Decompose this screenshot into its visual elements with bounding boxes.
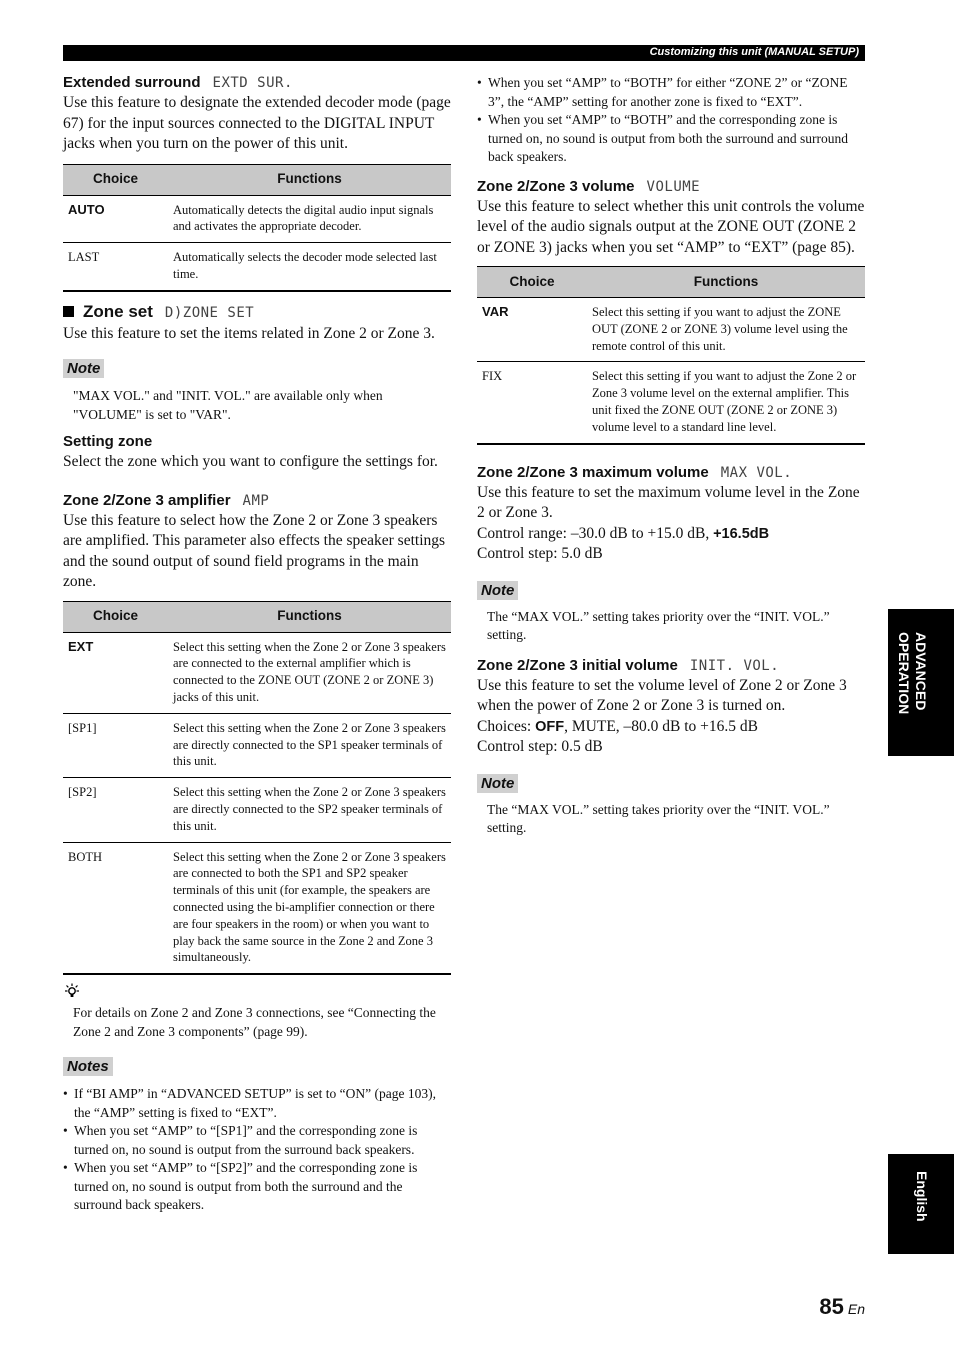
function-cell: Select this setting when the Zone 2 or Zone 3 speakers are directly connected to the SP2 speaker terminals of this unit.	[168, 778, 451, 842]
notes-list	[63, 1085, 451, 1215]
initial-volume-body: Use this feature to set the volume level of Zone 2 or Zone 3 when the power of Zone 2 or Zone 3 is turned on.	[477, 676, 847, 715]
choice-cell: [SP1]	[63, 713, 168, 777]
max-volume-heading: Zone 2/Zone 3 maximum volume MAX VOL.	[477, 463, 793, 481]
page-suffix: En	[847, 1301, 865, 1317]
choice-cell: VAR	[477, 298, 587, 362]
table-row	[63, 632, 451, 713]
zone-set-heading: Zone set D)ZONE SET	[63, 302, 451, 322]
initial-volume-note	[477, 774, 865, 838]
side-tab-label: ADVANCED OPERATION	[896, 632, 929, 715]
column-header-choice: Choice	[63, 164, 168, 195]
choice-cell: LAST	[63, 243, 168, 291]
max-volume-body: Use this feature to set the maximum volume level in the Zone 2 or Zone 3.	[477, 483, 860, 522]
amplifier-table	[63, 601, 451, 976]
function-cell: Automatically detects the digital audio input signals and activates the appropriate decoder.	[168, 195, 451, 243]
default-value: +16.5dB	[713, 525, 770, 542]
table-row	[477, 298, 865, 362]
max-volume-note	[477, 581, 865, 645]
note-label: Note	[477, 581, 518, 600]
function-cell: Select this setting when the Zone 2 or Zone 3 speakers are connected to the external amplifier which is connected to the ZONE OUT (ZONE 2 or ZONE 3) jacks of this unit.	[168, 632, 451, 713]
tip-text: For details on Zone 2 and Zone 3 connections, see “Connecting the Zone 2 and Zone 3 components” (page 99).	[73, 1005, 436, 1039]
lcd-display-text: EXTD SUR.	[212, 75, 293, 91]
lcd-display-text: VOLUME	[646, 178, 701, 195]
note-text: The “MAX VOL.” setting takes priority over the “INIT. VOL.” setting.	[487, 608, 830, 643]
list-item: • When you set “AMP” to “BOTH” for either “ZONE 2” or “ZONE 3”, the “AMP” setting for another zone is fixed to “EXT”.	[477, 74, 865, 111]
list-item: • If “BI AMP” in “ADVANCED SETUP” is set to “ON” (page 103), the “AMP” setting is fixed to “EXT”.	[63, 1085, 451, 1122]
table-row	[63, 195, 451, 243]
note-label: Note	[477, 774, 518, 793]
function-cell: Select this setting if you want to adjust the Zone 2 or Zone 3 volume level on the external amplifier. This unit fixed the ZONE OUT (ZONE 2 or ZONE 3) volume level to a standard line level.	[587, 362, 865, 444]
side-tab-english	[888, 1154, 954, 1254]
tip-lightbulb-icon	[63, 983, 81, 999]
notes-label: Notes	[63, 1057, 113, 1076]
running-header	[63, 45, 865, 61]
table-row	[63, 842, 451, 974]
max-volume-range: Control range: –30.0 dB to +15.0 dB, +16.5dB	[477, 524, 770, 542]
left-column	[63, 74, 451, 1215]
column-header-choice: Choice	[63, 601, 168, 632]
note-text: The “MAX VOL.” setting takes priority over the “INIT. VOL.” setting.	[487, 801, 830, 836]
initial-volume-choices: Choices: OFF, MUTE, –80.0 dB to +16.5 dB	[477, 717, 759, 735]
right-column	[477, 74, 865, 838]
volume-body: Use this feature to select whether this unit controls the volume level of the audio signals output at the ZONE OUT (ZONE 2 or ZONE 3) jacks when you set “AMP” to “EXT” (page 85).	[477, 197, 865, 256]
lcd-display-text: AMP	[242, 492, 270, 509]
list-item: • When you set “AMP” to “[SP1]” and the corresponding zone is turned on, no sound is output from the surround back speakers.	[63, 1122, 451, 1159]
column-header-functions: Functions	[168, 164, 451, 195]
table-row	[63, 713, 451, 777]
extended-surround-body: Use this feature to designate the extended decoder mode (page 67) for the input sources connected to the DIGITAL INPUT jacks when you turn on the power of this unit.	[63, 94, 451, 152]
function-cell: Automatically selects the decoder mode selected last time.	[168, 243, 451, 291]
initial-volume-heading: Zone 2/Zone 3 initial volume INIT. VOL.	[477, 656, 780, 674]
zone-set-body: Use this feature to set the items related in Zone 2 or Zone 3.	[63, 324, 435, 342]
table-row	[477, 362, 865, 444]
table-row	[63, 243, 451, 291]
lcd-display-text: D)ZONE SET	[164, 304, 255, 321]
running-title: Customizing this unit (MANUAL SETUP)	[649, 46, 859, 58]
choice-cell: BOTH	[63, 842, 168, 974]
extended-surround-heading: Extended surround EXTD SUR.	[63, 74, 293, 91]
volume-table	[477, 266, 865, 445]
choice-cell: AUTO	[63, 195, 168, 243]
tip-block	[63, 983, 451, 1041]
amplifier-heading: Zone 2/Zone 3 amplifier AMP	[63, 491, 270, 509]
square-bullet-icon	[63, 306, 74, 317]
side-tab-label: English	[914, 1171, 930, 1222]
initial-volume-step: Control step: 0.5 dB	[477, 738, 603, 756]
list-item: • When you set “AMP” to “[SP2]” and the corresponding zone is turned on, no sound is output from both the surround and the surround back speakers.	[63, 1159, 451, 1215]
side-tab-advanced-operation	[888, 609, 954, 756]
choice-cell: EXT	[63, 632, 168, 713]
column-header-functions: Functions	[587, 267, 865, 298]
setting-zone-body: Select the zone which you want to configure the settings for.	[63, 453, 438, 471]
column-header-choice: Choice	[477, 267, 587, 298]
function-cell: Select this setting when the Zone 2 or Zone 3 speakers are connected to both the SP1 and SP2 speaker terminals of this unit (for example, the speakers are connected using the bi-amplifier connection or there are four speakers in the room) or when you want to play back the same source in the Zone 2 and Zone 3 simultaneously.	[168, 842, 451, 974]
max-volume-step: Control step: 5.0 dB	[477, 545, 603, 563]
extended-surround-table	[63, 164, 451, 292]
default-value: OFF	[535, 718, 565, 735]
function-cell: Select this setting when the Zone 2 or Zone 3 speakers are directly connected to the SP1 speaker terminals of this unit.	[168, 713, 451, 777]
amplifier-notes	[63, 1057, 451, 1215]
amplifier-body: Use this feature to select how the Zone 2 or Zone 3 speakers are amplified. This parameter also effects the speaker settings and the sound output of sound field programs in the main zone.	[63, 511, 446, 591]
page-number: 85 En	[819, 1294, 865, 1319]
volume-heading: Zone 2/Zone 3 volume VOLUME	[477, 177, 701, 195]
lcd-display-text: MAX VOL.	[720, 464, 793, 481]
table-row	[63, 778, 451, 842]
choice-cell: FIX	[477, 362, 587, 444]
lcd-display-text: INIT. VOL.	[689, 657, 780, 674]
function-cell: Select this setting if you want to adjust the ZONE OUT (ZONE 2 or ZONE 3) volume level using the remote control of this unit.	[587, 298, 865, 362]
column-header-functions: Functions	[168, 601, 451, 632]
choice-cell: [SP2]	[63, 778, 168, 842]
zone-set-note	[63, 359, 451, 424]
list-item: • When you set “AMP” to “BOTH” and the corresponding zone is turned on, no sound is output from both the surround and surround back speakers.	[477, 111, 865, 167]
setting-zone-heading: Setting zone	[63, 433, 153, 451]
note-label: Note	[63, 359, 104, 378]
note-text: "MAX VOL." and "INIT. VOL." are available only when "VOLUME" is set to "VAR".	[73, 388, 383, 422]
notes-list-continued	[477, 74, 865, 167]
